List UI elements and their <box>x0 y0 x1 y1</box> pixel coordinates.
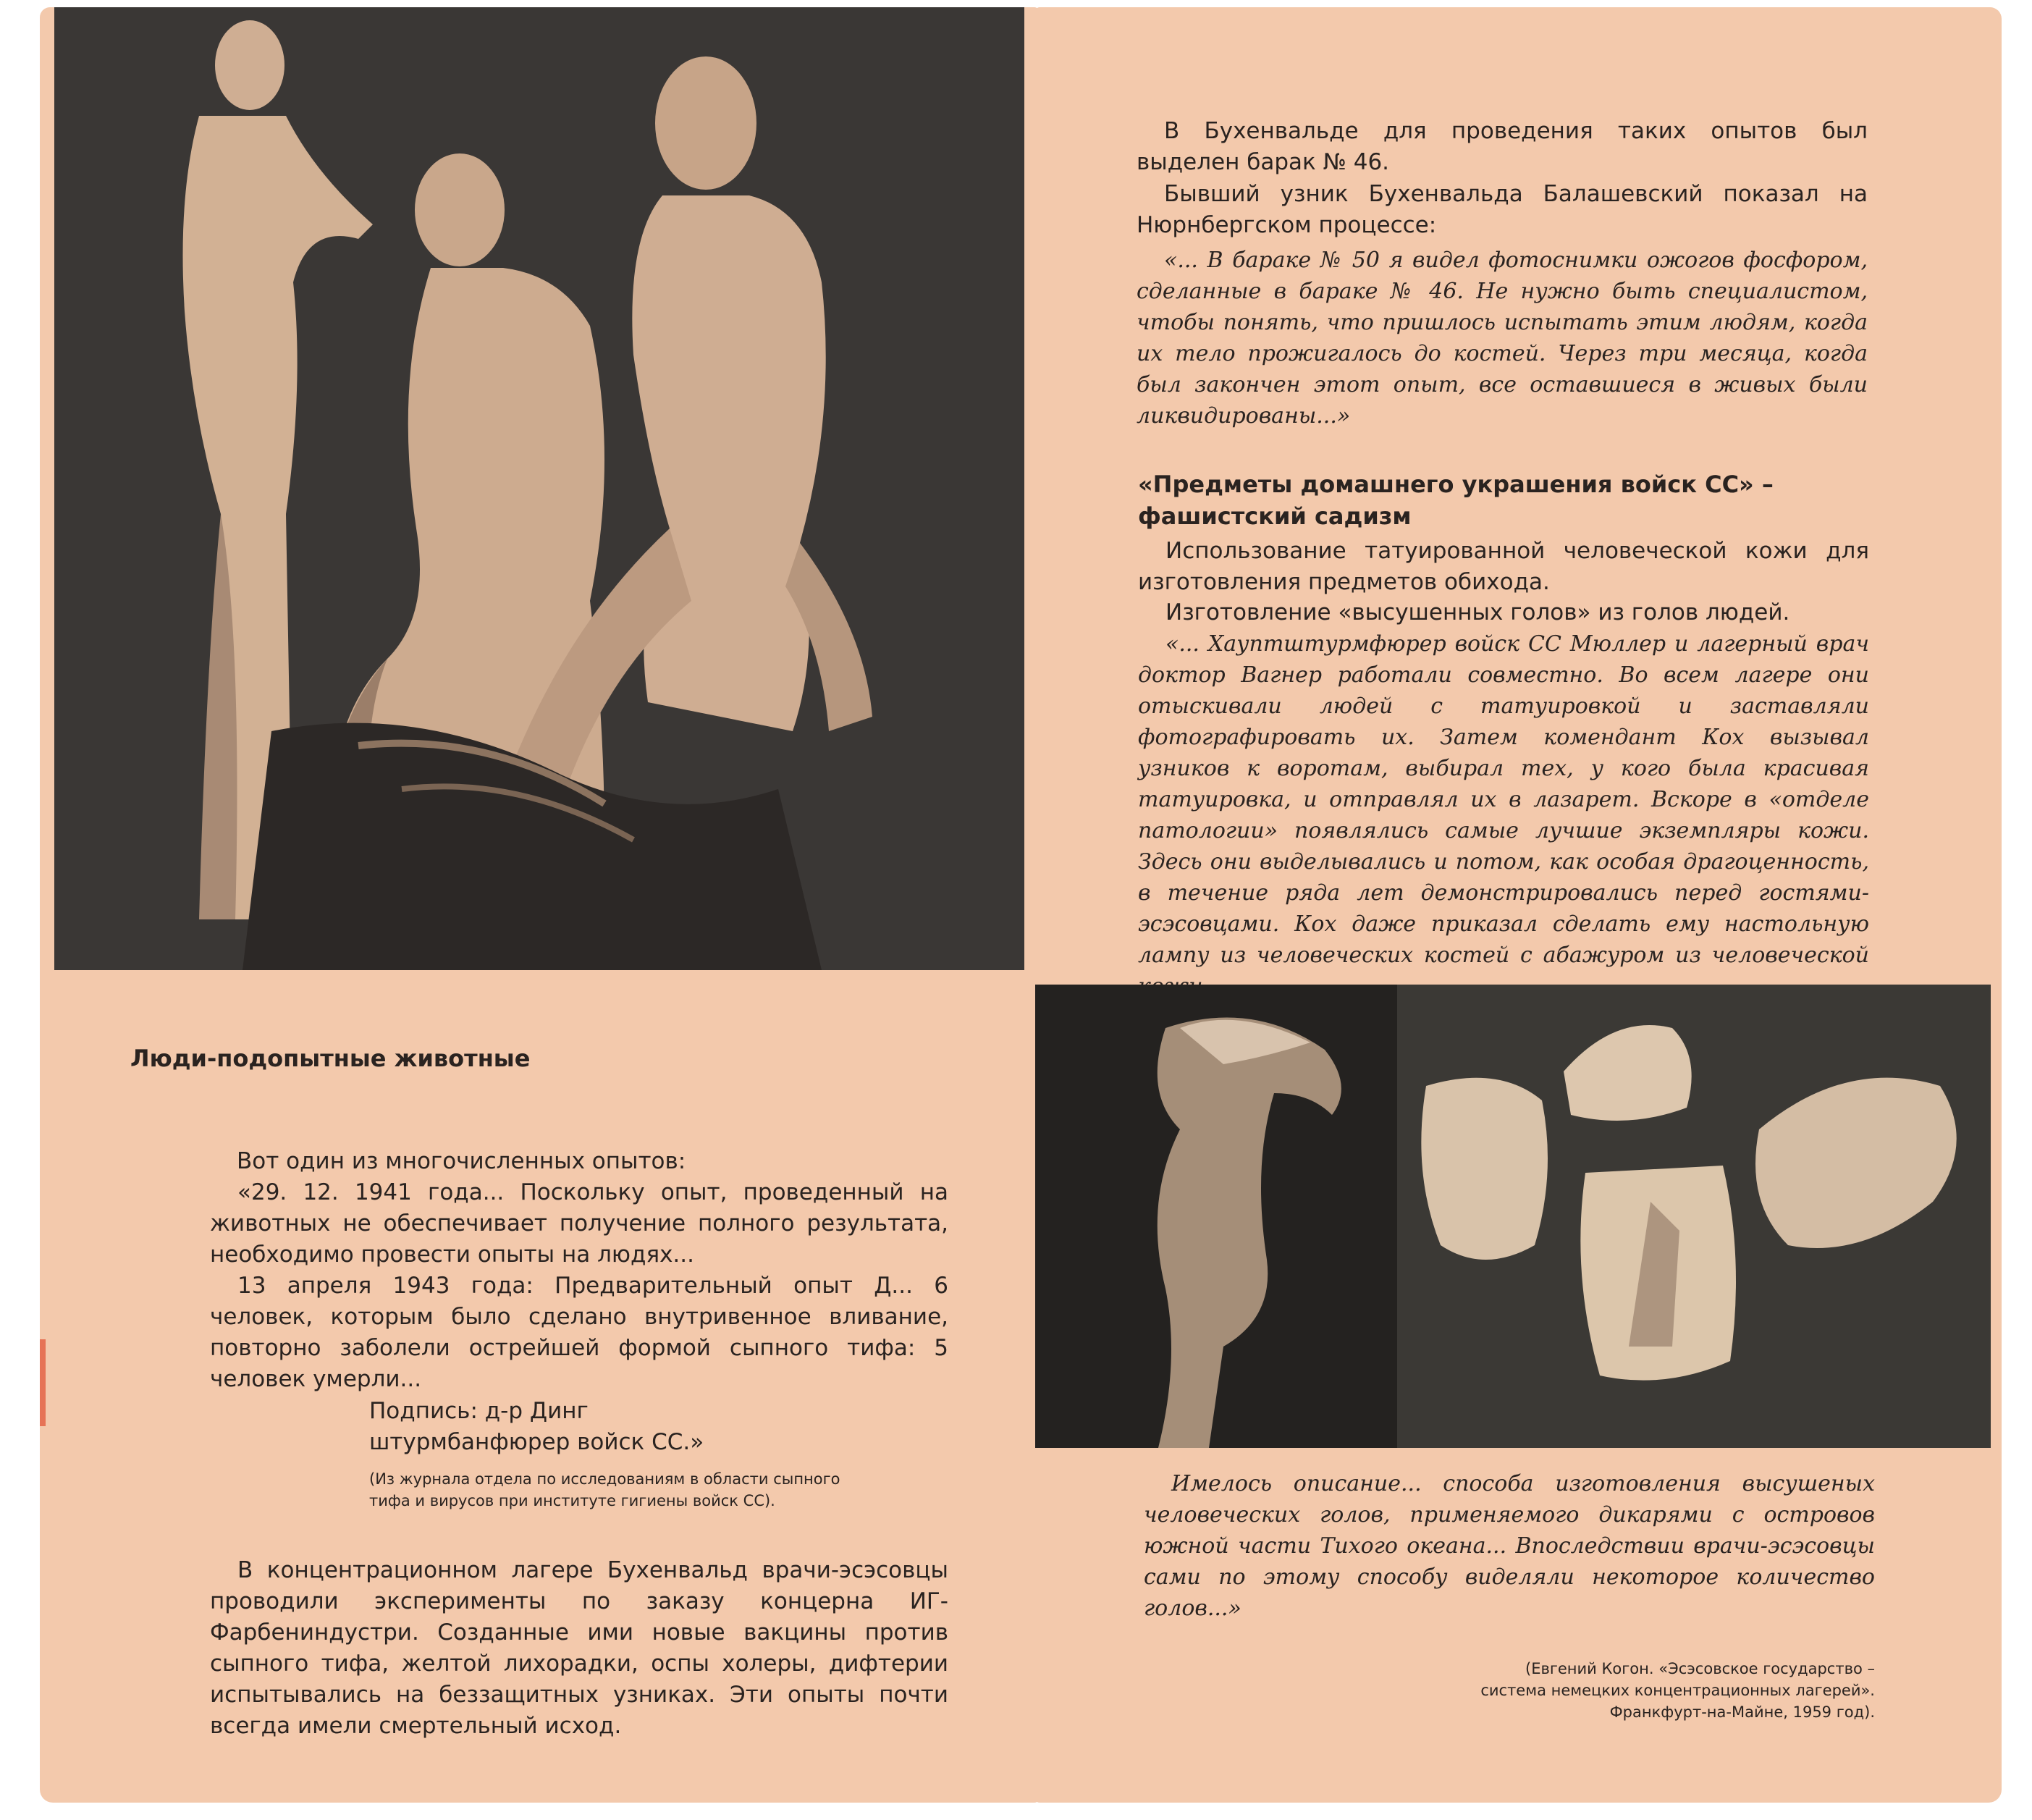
photo-prisoners <box>54 7 1024 970</box>
quote-1941: «29. 12. 1941 года... Поскольку опыт, проведенный на животных не обеспечивает получение полного результата, необходимо провести опыты на людях... <box>210 1179 948 1268</box>
section-heading-ss-decor-1: «Предметы домашнего украшения войск СС» – <box>1138 471 1774 498</box>
page-edge-stain <box>40 1339 46 1426</box>
right-page <box>1035 7 2002 1803</box>
signature-line-1: Подпись: д-р Динг <box>369 1398 589 1424</box>
quote-dried-heads-method: Имелось описание... способа изготовления высушеных человеческих голов, применяемого дикарями с островов южной части Тихого океана... Впоследствии врачи-эсэсовцы сами по этому способу виделяли некоторое количество голов...» <box>1144 1471 1875 1621</box>
paragraph-witness: Бывший узник Бухенвальда Балашевский показал на Нюрнбергском процессе: <box>1137 181 1868 238</box>
source-kogon-line-2: система немецких концентрационных лагерей». <box>1480 1682 1875 1699</box>
paragraph-intro: Вот один из многочисленных опытов: <box>237 1148 686 1174</box>
prisoners-photo-illustration <box>54 7 1024 970</box>
quote-phosphorus-burns: «... В бараке № 50 я видел фотоснимки ожогов фосфором, сделанные в бараке № 46. Не нужно быть специалистом, чтобы понять, что пришлось испытать этим людям, когда их тело прожигалось до костей. Через три месяца, когда был закончен этот опыт, все оставшиеся в живых были ликвидированы...» <box>1137 248 1868 429</box>
paragraph-dried-heads: Изготовление «высушенных голов» из голов людей. <box>1165 599 1790 625</box>
section-heading-experiments: Люди-подопытные животные <box>130 1045 531 1072</box>
paragraph-tattooed-skin: Использование татуированной человеческой кожи для изготовления предметов обихода. <box>1138 538 1869 595</box>
source-kogon-line-1: (Евгений Когон. «Эсэсовское государство – <box>1525 1660 1875 1677</box>
artifacts-photo-illustration <box>1035 985 1991 1448</box>
source-note-line-2: тифа и вирусов при институте гигиены войск СС). <box>369 1492 775 1509</box>
quote-1943: 13 апреля 1943 года: Предварительный опыт Д... 6 человек, которым было сделано внутривенное вливание, повторно заболели острейшей формой сыпного тифа: 5 человек умерли... <box>210 1273 948 1392</box>
photo-shrunken-head-and-skin <box>1035 985 1991 1448</box>
quote-koch-lamp: «... Хауптштурмфюрер войск СС Мюллер и лагерный врач доктор Вагнер работали совместно. Во всем лагере они отыскивали людей с татуировкой и заставляли фотографировать их. Затем комендант Кох вызывал узников к воротам, выбирал тех, у кого была красивая татуировка, и отправлял их в лазарет. Вскоре в «отделе патологии» появлялись самые лучшие экземпляры кожи. Здесь они выделывались и потом, как особая драгоценность, в течение ряда лет демонстрировались перед гостями-эсэсовцами. Кох даже приказал сделать ему настольную лампу из человеческих костей с абажуром из человеческой <box>1138 631 1869 968</box>
paragraph-barrack-46: В Бухенвальде для проведения таких опытов был выделен барак № 46. <box>1137 118 1868 175</box>
paragraph-buchenwald-doctors: В концентрационном лагере Бухенвальд врачи-эсэсовцы проводили эксперименты по заказу концерна ИГ-Фарбениндустри. Созданные ими новые вакцины против сыпного тифа, желтой лихорадки, оспы холеры, дифтерии испытывались на беззащитных узниках. Эти опыты почти всегда имели смертельный исход. <box>210 1557 948 1739</box>
source-kogon-line-3: Франкфурт-на-Майне, 1959 год). <box>1609 1703 1875 1721</box>
section-heading-ss-decor-2: фашистский садизм <box>1138 502 1412 530</box>
signature-line-2: штурмбанфюрер войск СС.» <box>369 1429 704 1455</box>
left-page <box>40 7 1039 1803</box>
source-note-line-1: (Из журнала отдела по исследованиям в области сыпного <box>369 1470 840 1488</box>
